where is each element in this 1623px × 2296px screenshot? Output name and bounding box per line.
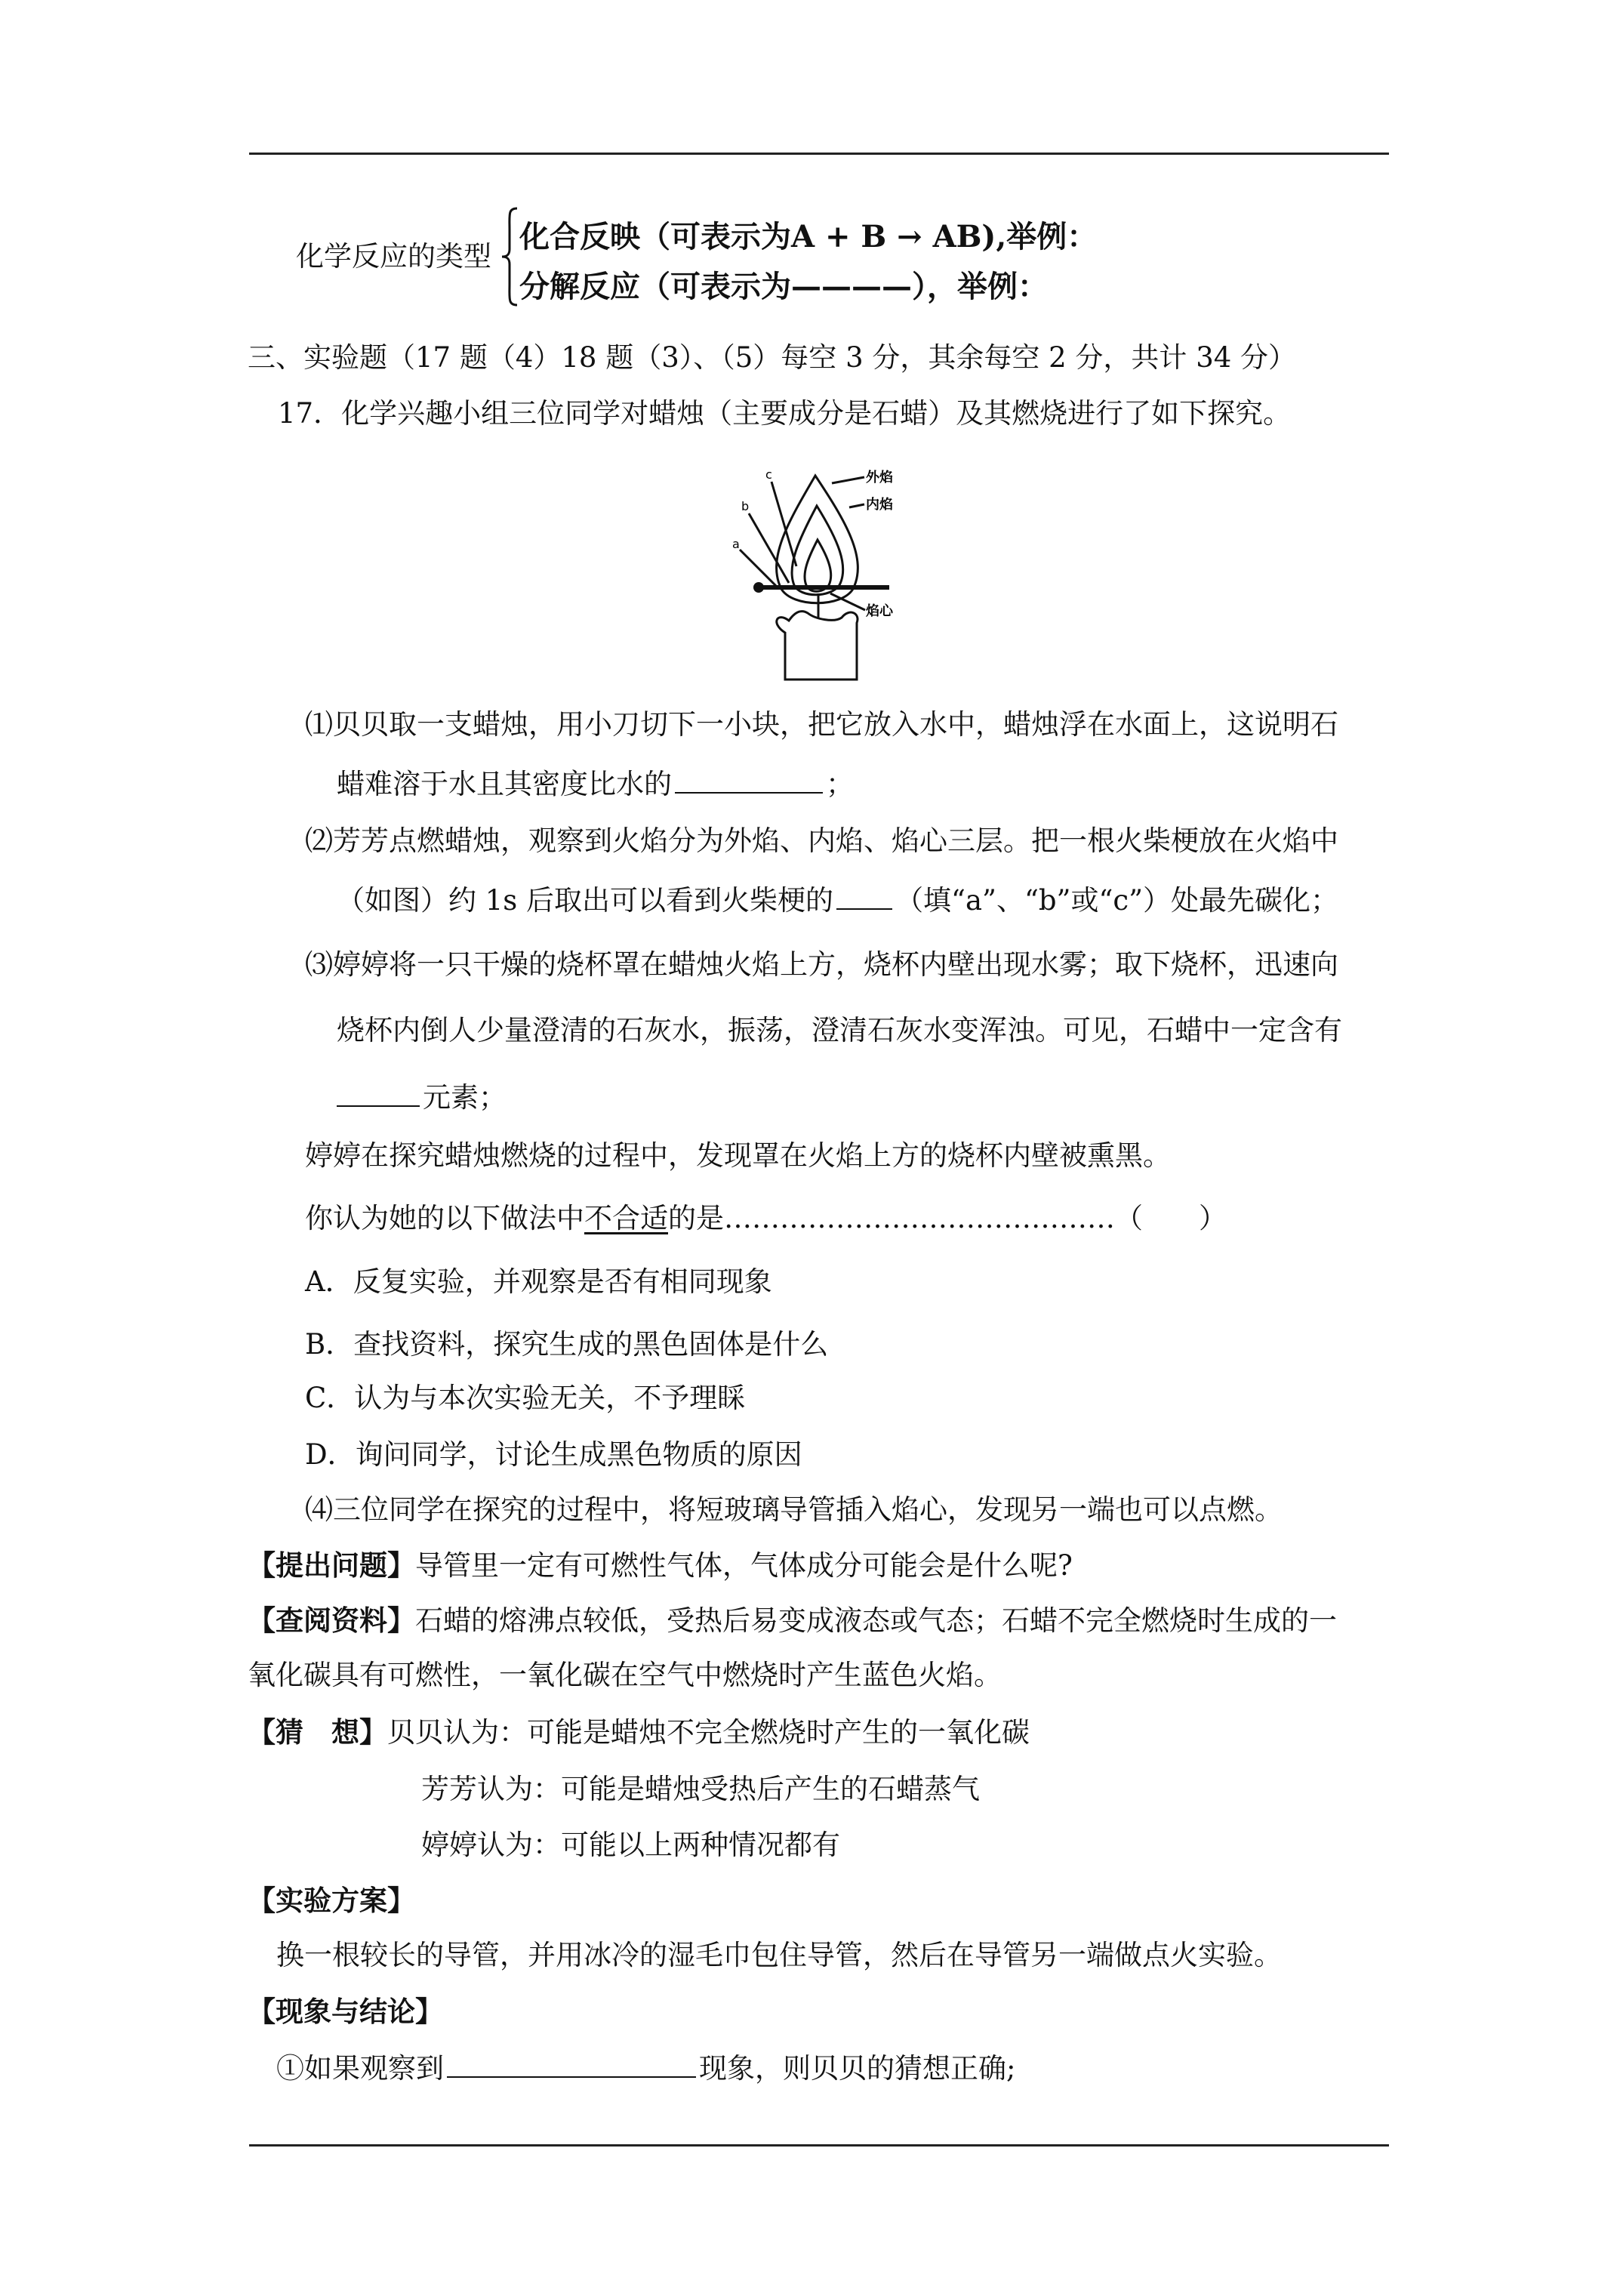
combination-reaction: 化合反映（可表示为A + B → AB),举例： xyxy=(519,219,1098,254)
hypothesis-3: 婷婷认为：可能以上两种情况都有 xyxy=(421,1829,840,1861)
part3-line1: ⑶婷婷将一只干燥的烧杯罩在蜡烛火焰上方，烧杯内壁出现水雾；取下烧杯，迅速向 xyxy=(305,948,1338,981)
experiment-plan-text: 换一根较长的导管，并用冰冷的湿毛巾包住导管，然后在导管另一端做点火实验。 xyxy=(276,1939,1282,1971)
option-a[interactable]: A．反复实验，并观察是否有相同现象 xyxy=(305,1265,772,1298)
underlined-not-suitable: 不合适 xyxy=(584,1202,668,1234)
conclusion-1: ①如果观察到 现象，则贝贝的猜想正确; xyxy=(276,2049,1015,2087)
answer-blank-3[interactable] xyxy=(337,1078,420,1107)
curly-brace-icon xyxy=(500,207,519,307)
classification-label: 化学反应的类型 xyxy=(296,240,491,273)
part3-line3: 元素； xyxy=(337,1078,507,1116)
hypothesis-2: 芳芳认为：可能是蜡烛受热后产生的石蜡蒸气 xyxy=(421,1773,980,1805)
reference-material-line2: 氧化碳具有可燃性，一氧化碳在空气中燃烧时产生蓝色火焰。 xyxy=(248,1659,1002,1691)
part4-line1: ⑷三位同学在探究的过程中，将短玻璃导管插入焰心，发现另一端也可以点燃。 xyxy=(305,1493,1283,1526)
label-inner-flame: 内焰 xyxy=(866,497,893,513)
reference-material: 【查阅资料】石蜡的熔沸点较低，受热后易变成液态或气态；石蜡不完全燃烧时生成的一 xyxy=(248,1604,1337,1637)
option-b[interactable]: B．查找资料，探究生成的黑色固体是什么 xyxy=(305,1328,829,1361)
part3-line4: 婷婷在探究蜡烛燃烧的过程中，发现罩在火焰上方的烧杯内壁被熏黑。 xyxy=(305,1139,1171,1172)
answer-blank-2[interactable] xyxy=(836,881,892,910)
flame-core xyxy=(805,540,831,591)
inner-flame xyxy=(792,506,843,595)
label-c: c xyxy=(765,467,772,482)
option-d[interactable]: D．询问同学，讨论生成黑色物质的原因 xyxy=(305,1438,802,1471)
label-b: b xyxy=(741,499,750,513)
candle-flame-figure xyxy=(725,453,913,687)
part2-line1: ⑵芳芳点燃蜡烛，观察到火焰分为外焰、内焰、焰心三层。把一根火柴梗放在火焰中 xyxy=(305,824,1338,857)
label-flame-core: 焰心 xyxy=(866,603,893,619)
label-a: a xyxy=(732,537,740,551)
answer-blank-4[interactable] xyxy=(447,2049,696,2078)
option-c[interactable]: C．认为与本次实验无关，不予理睬 xyxy=(305,1382,746,1414)
section-heading: 三、实验题（17 题（4）18 题（3）、（5）每空 3 分，其余每空 2 分，共计 34 分） xyxy=(248,341,1297,374)
decomposition-reaction: 分解反应（可表示为————），举例： xyxy=(519,269,1048,304)
answer-blank-1[interactable] xyxy=(675,765,823,794)
candle-body xyxy=(777,612,858,680)
part3-line2: 烧杯内倒人少量澄清的石灰水，振荡，澄清石灰水变浑浊。可见，石蜡中一定含有 xyxy=(337,1014,1342,1046)
part3-line5: 你认为她的以下做法中不合适的是……………………………………（ ） xyxy=(305,1202,1227,1234)
part1-line2: 蜡难溶于水且其密度比水的 ； xyxy=(337,765,854,803)
raise-question: 【提出问题】导管里一定有可燃性气体，气体成分可能会是什么呢? xyxy=(248,1549,1073,1582)
hypothesis: 【猜 想】贝贝认为：可能是蜡烛不完全燃烧时产生的一氧化碳 xyxy=(248,1715,1030,1749)
experiment-plan-tag: 【实验方案】 xyxy=(248,1884,415,1917)
phenomenon-conclusion-tag: 【现象与结论】 xyxy=(248,1995,443,2028)
question-17-stem: 17．化学兴趣小组三位同学对蜡烛（主要成分是石蜡）及其燃烧进行了如下探究。 xyxy=(278,397,1292,430)
part2-line2: （如图）约 1s 后取出可以看到火柴梗的 （填“a”、“b”或“c”）处最先碳化； xyxy=(337,881,1338,919)
bottom-rule xyxy=(249,2144,1389,2147)
part1-line1: ⑴贝贝取一支蜡烛，用小刀切下一小块，把它放入水中，蜡烛浮在水面上，这说明石 xyxy=(305,708,1338,741)
top-rule xyxy=(249,153,1389,155)
label-outer-flame: 外焰 xyxy=(866,470,893,485)
